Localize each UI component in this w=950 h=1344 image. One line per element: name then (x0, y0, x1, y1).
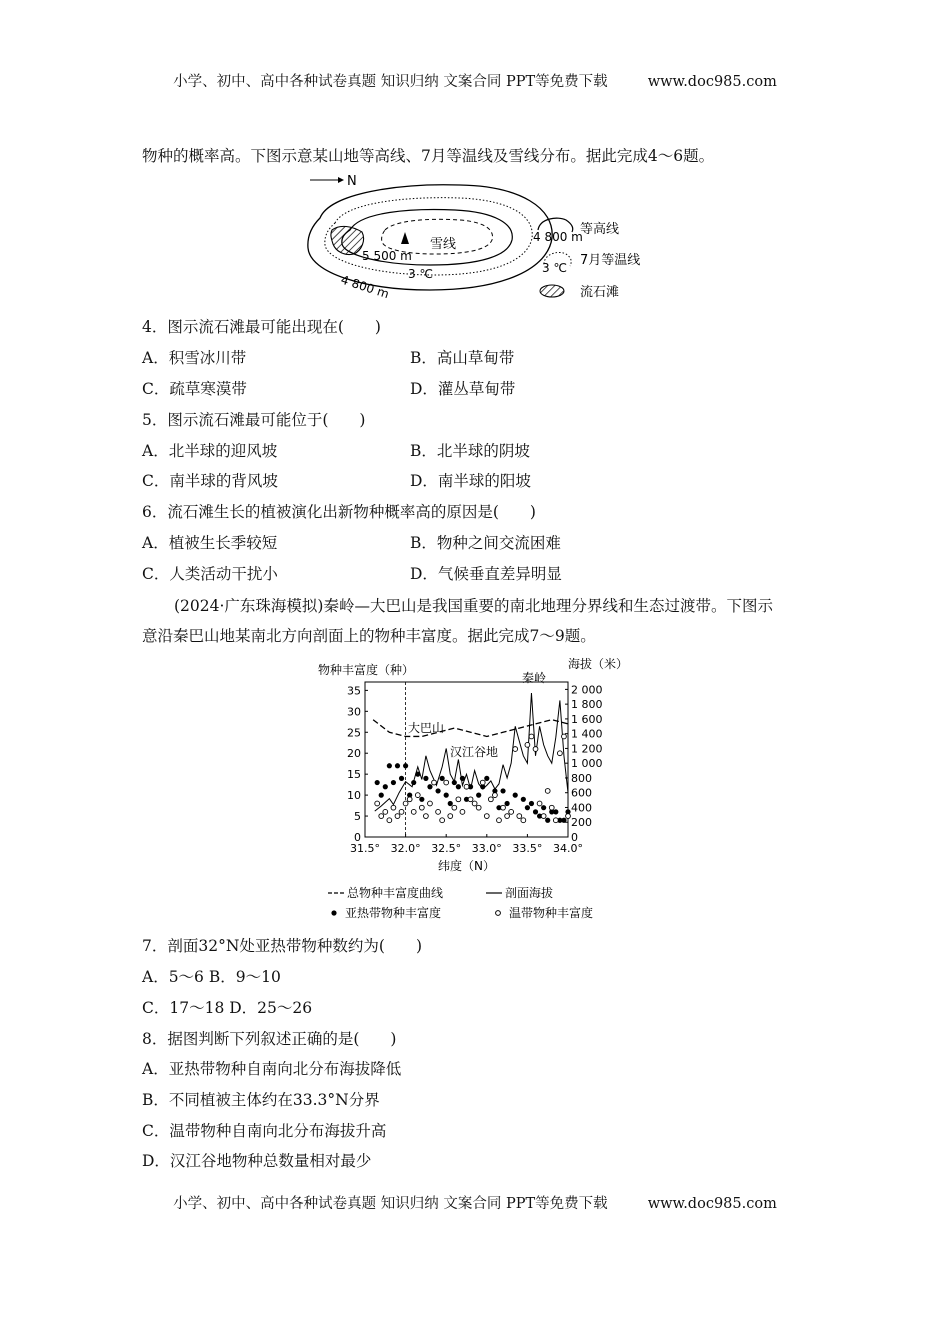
y-tick-label: 20 (347, 747, 361, 761)
temperate-point (452, 805, 457, 810)
temperate-point (395, 814, 400, 819)
y2-tick-label: 1 600 (571, 712, 603, 726)
temperate-point (460, 809, 465, 814)
y-tick-label: 15 (347, 768, 361, 782)
y-tick-label: 25 (347, 726, 361, 740)
q5-option-d[interactable]: D．南半球的阳坡 (410, 472, 531, 490)
temperate-point (517, 814, 522, 819)
peak-icon (401, 232, 409, 244)
subtropical-point (456, 784, 461, 789)
legend-subtrop-icon (331, 910, 336, 915)
y-tick-label: 30 (347, 705, 361, 719)
legend-contour-value: 4 800 m (533, 230, 583, 244)
subtropical-point (529, 801, 534, 806)
subtropical-point (444, 793, 449, 798)
temperate-point (448, 814, 453, 819)
annotation-qinling: 秦岭 (522, 671, 547, 685)
contour-map-figure (290, 168, 670, 308)
subtropical-point (484, 776, 489, 781)
temperate-point (525, 742, 530, 747)
legend-temp-label: 温带物种丰富度 (509, 906, 594, 920)
y2-tick-label: 600 (571, 786, 592, 800)
temperate-point (566, 814, 571, 819)
x-tick-label: 32.0° (390, 842, 421, 855)
temperate-point (501, 805, 506, 810)
subtropical-point (403, 763, 408, 768)
subtropical-point (500, 788, 505, 793)
q8-option-b[interactable]: B．不同植被主体约在33.3°N分界 (142, 1091, 380, 1109)
temperate-point (432, 780, 437, 785)
subtropical-point (375, 780, 380, 785)
debris-slope-area (331, 226, 364, 254)
temperate-point (415, 793, 420, 798)
q4-option-d[interactable]: D．灌丛草甸带 (410, 380, 516, 398)
subtropical-point (399, 776, 404, 781)
footer-text: 小学、初中、高中各种试卷真题 知识归纳 文案合同 PPT等免费下载 (173, 1196, 608, 1212)
subtropical-point (533, 809, 538, 814)
temperate-point (493, 793, 498, 798)
subtropical-point (460, 776, 465, 781)
temperate-point (403, 801, 408, 806)
x-tick-label: 33.5° (512, 842, 543, 855)
legend-temp-icon (496, 911, 501, 916)
subtropical-point (427, 784, 432, 789)
subtropical-point (448, 801, 453, 806)
legend-total-label: 总物种丰富度曲线 (347, 886, 444, 900)
y2-tick-label: 2 000 (571, 683, 603, 697)
temperate-point (557, 751, 562, 756)
temperate-point (379, 814, 384, 819)
y-tick-label: 10 (347, 789, 361, 803)
snowline-label: 雪线 (430, 237, 457, 252)
x-tick-label: 31.5° (350, 842, 380, 855)
y2-tick-label: 800 (571, 771, 592, 785)
y2-tick-label: 1 400 (571, 727, 603, 741)
y2-tick-label: 0 (571, 831, 578, 844)
subtropical-point (521, 797, 526, 802)
subtropical-point (379, 793, 384, 798)
temperate-point (391, 805, 396, 810)
isotherm-label: 3 ℃ (408, 267, 433, 281)
legend-elev-label: 剖面海拔 (505, 886, 554, 900)
subtropical-point (387, 763, 392, 768)
species-richness-chart (300, 652, 650, 932)
subtropical-point (525, 805, 530, 810)
subtropical-point (415, 772, 420, 777)
temperate-point (375, 801, 380, 806)
q5-stem: 5．图示流石滩最可能位于( ) (142, 411, 366, 429)
subtropical-point (383, 784, 388, 789)
temperate-point (529, 734, 534, 739)
temperate-point (383, 809, 388, 814)
q4-option-c[interactable]: C．疏草寒漠带 (142, 380, 247, 398)
q6-option-b[interactable]: B．物种之间交流困难 (410, 534, 561, 552)
subtropical-point (440, 776, 445, 781)
temperate-point (509, 809, 514, 814)
q6-option-a[interactable]: A．植被生长季较短 (142, 534, 278, 552)
temperate-point (488, 797, 493, 802)
subtropical-point (545, 818, 550, 823)
y2-tick-label: 1 800 (571, 698, 603, 712)
legend-isotherm-value: 3 ℃ (542, 261, 567, 275)
q5-option-c[interactable]: C．南半球的背风坡 (142, 472, 278, 490)
legend-isotherm-label: 7月等温线 (580, 253, 641, 268)
x-tick-label: 32.5° (431, 842, 462, 855)
temperate-point (424, 814, 429, 819)
temperate-point (472, 801, 477, 806)
subtropical-point (419, 797, 424, 802)
legend-contour-label: 等高线 (580, 222, 620, 237)
annotation-hanjiang: 汉江谷地 (450, 745, 499, 759)
legend-debris-icon (540, 285, 564, 297)
q7-options-ab[interactable]: A．5～6 B．9～10 (142, 968, 281, 986)
temperate-point (549, 805, 554, 810)
intro-text-2-line2: 意沿秦巴山地某南北方向剖面上的物种丰富度。据此完成7～9题。 (142, 627, 596, 645)
x-axis-title: 纬度（N） (438, 859, 495, 873)
annotation-dabashan: 大巴山 (408, 721, 445, 735)
subtropical-point (411, 780, 416, 785)
north-label: N (347, 174, 357, 189)
temperate-point (545, 789, 550, 794)
temperate-point (505, 814, 510, 819)
temperate-point (444, 780, 449, 785)
temperate-point (497, 818, 502, 823)
subtropical-point (513, 793, 518, 798)
intro-text-2-line1: (2024·广东珠海模拟)秦岭—大巴山是我国重要的南北地理分界线和生态过渡带。下图示 (174, 597, 773, 615)
temperate-point (464, 784, 469, 789)
y-axis-title: 物种丰富度（种） (318, 663, 415, 677)
y2-tick-label: 1 200 (571, 742, 603, 756)
temperate-point (468, 797, 473, 802)
subtropical-point (395, 763, 400, 768)
header-text: 小学、初中、高中各种试卷真题 知识归纳 文案合同 PPT等免费下载 (173, 74, 608, 90)
subtropical-point (561, 818, 566, 823)
subtropical-point (505, 801, 510, 806)
y-tick-label: 35 (347, 684, 361, 698)
subtropical-point (476, 793, 481, 798)
intro-text-1: 物种的概率高。下图示意某山地等高线、7月等温线及雪线分布。据此完成4～6题。 (142, 147, 715, 165)
page-header (0, 70, 950, 91)
q8-option-c[interactable]: C．温带物种自南向北分布海拔升高 (142, 1122, 387, 1140)
subtropical-point (553, 809, 558, 814)
q8-option-a[interactable]: A．亚热带物种自南向北分布海拔降低 (142, 1060, 402, 1078)
header-url[interactable]: www.doc985.com (647, 74, 777, 90)
q6-stem: 6．流石滩生长的植被演化出新物种概率高的原因是( ) (142, 503, 536, 521)
subtropical-point (435, 788, 440, 793)
q5-option-a[interactable]: A．北半球的迎风坡 (142, 442, 278, 460)
subtropical-point (452, 780, 457, 785)
subtropical-point (423, 776, 428, 781)
q8-stem: 8．据图判断下列叙述正确的是( ) (142, 1030, 397, 1048)
temperate-point (553, 818, 558, 823)
q4-stem: 4．图示流石滩最可能出现在( ) (142, 318, 381, 336)
temperate-point (407, 797, 412, 802)
y2-axis-title: 海拔（米） (568, 657, 629, 671)
y-tick-label: 0 (354, 831, 361, 844)
temperate-point (484, 814, 489, 819)
temperate-point (428, 801, 433, 806)
y-tick-label: 5 (354, 810, 361, 824)
temperate-point (513, 747, 518, 752)
y2-tick-label: 200 (571, 816, 592, 830)
q6-option-d[interactable]: D．气候垂直差异明显 (410, 565, 562, 583)
temperate-point (562, 734, 567, 739)
q4-option-b[interactable]: B．高山草甸带 (410, 349, 515, 367)
temperate-point (436, 809, 441, 814)
contour-inner-label: 5 500 m (362, 249, 412, 263)
q7-stem: 7．剖面32°N处亚热带物种数约为( ) (142, 937, 422, 955)
y2-tick-label: 400 (571, 801, 592, 815)
footer-url[interactable]: www.doc985.com (647, 1196, 777, 1212)
temperate-point (537, 801, 542, 806)
q8-option-d[interactable]: D．汉江谷地物种总数量相对最少 (142, 1152, 372, 1170)
temperate-point (521, 818, 526, 823)
temperate-point (387, 818, 392, 823)
temperate-point (419, 805, 424, 810)
temperate-point (533, 747, 538, 752)
temperate-point (541, 814, 546, 819)
q7-options-cd[interactable]: C．17～18 D．25～26 (142, 999, 313, 1017)
page-footer (0, 1192, 950, 1213)
legend-debris-label: 流石滩 (580, 285, 620, 300)
q4-option-a[interactable]: A．积雪冰川带 (142, 349, 247, 367)
plot-frame (365, 682, 568, 837)
temperate-point (476, 805, 481, 810)
contour-outer-label: 4 800 m (339, 272, 391, 302)
y2-tick-label: 1 000 (571, 757, 603, 771)
temperate-point (456, 797, 461, 802)
x-tick-label: 34.0° (553, 842, 583, 855)
temperate-point (480, 780, 485, 785)
q5-option-b[interactable]: B．北半球的阴坡 (410, 442, 530, 460)
q6-option-c[interactable]: C．人类活动干扰小 (142, 565, 278, 583)
subtropical-point (391, 780, 396, 785)
temperate-point (440, 818, 445, 823)
x-tick-label: 33.0° (471, 842, 502, 855)
subtropical-point (541, 805, 546, 810)
legend-subtrop-label: 亚热带物种丰富度 (345, 906, 442, 920)
temperate-point (411, 809, 416, 814)
temperate-point (399, 809, 404, 814)
